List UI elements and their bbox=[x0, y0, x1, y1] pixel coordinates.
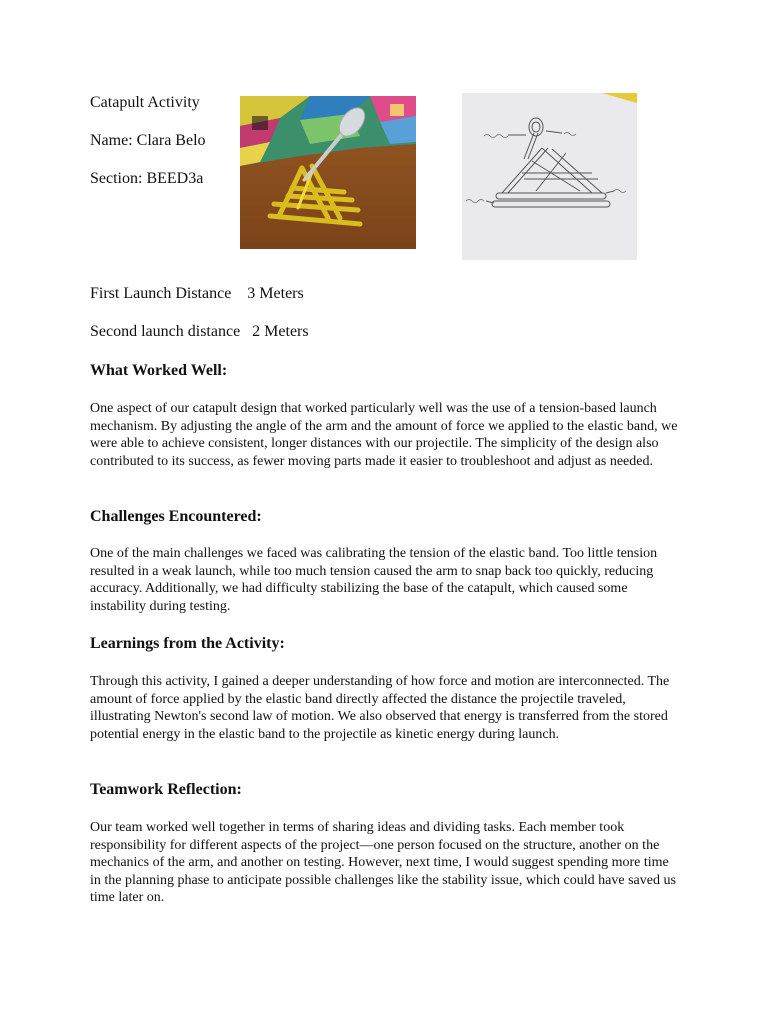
document-title: Catapult Activity bbox=[90, 94, 200, 111]
challenges-heading: Challenges Encountered: bbox=[90, 508, 262, 525]
teamwork-heading: Teamwork Reflection: bbox=[90, 781, 242, 798]
what-worked-well-paragraph: One aspect of our catapult design that worked particularly well was the use of a tension-based launch mechanism. By adjusting the angle of the arm and the amount of force we applied to the elastic band, we were able to achieve consistent, longer distances with our projectile. The simplicity of the design also contributed to its success, as fewer moving parts made it easier to troubleshoot and adjust as needed. bbox=[90, 401, 678, 469]
learnings-heading: Learnings from the Activity: bbox=[90, 635, 285, 652]
catapult-sketch-icon bbox=[462, 93, 637, 260]
what-worked-well-heading: What Worked Well: bbox=[90, 362, 228, 379]
catapult-photo-image bbox=[240, 96, 416, 249]
second-launch-distance: Second launch distance 2 Meters bbox=[90, 323, 309, 340]
catapult-photo-icon bbox=[240, 96, 416, 249]
challenges-paragraph: One of the main challenges we faced was calibrating the tension of the elastic band. Too little tension resulted in a weak launch, while too much tension caused the arm to snap back too quickly, reducing accuracy. Additionally, we had difficulty stabilizing the base of the catapult, which caused some instability during testing. bbox=[90, 546, 658, 614]
student-name: Name: Clara Belo bbox=[90, 132, 206, 149]
first-launch-distance: First Launch Distance 3 Meters bbox=[90, 285, 304, 302]
teamwork-paragraph: Our team worked well together in terms of sharing ideas and dividing tasks. Each member took responsibility for different aspects of the project—one person focused on the structure, another on the mechanics of the arm, and another on testing. However, next time, I would suggest spending more time in the planning phase to anticipate possible challenges like the stability issue, which could have saved us time later on. bbox=[90, 820, 676, 906]
learnings-paragraph: Through this activity, I gained a deeper understanding of how force and motion are interconnected. The amount of force applied by the elastic band directly affected the distance the projectile traveled, illustrating Newton's second law of motion. We also observed that energy is transferred from the stored potential energy in the elastic band to the projectile as kinetic energy during launch. bbox=[90, 674, 670, 742]
student-section: Section: BEED3a bbox=[90, 170, 204, 187]
catapult-sketch-image bbox=[462, 93, 637, 260]
